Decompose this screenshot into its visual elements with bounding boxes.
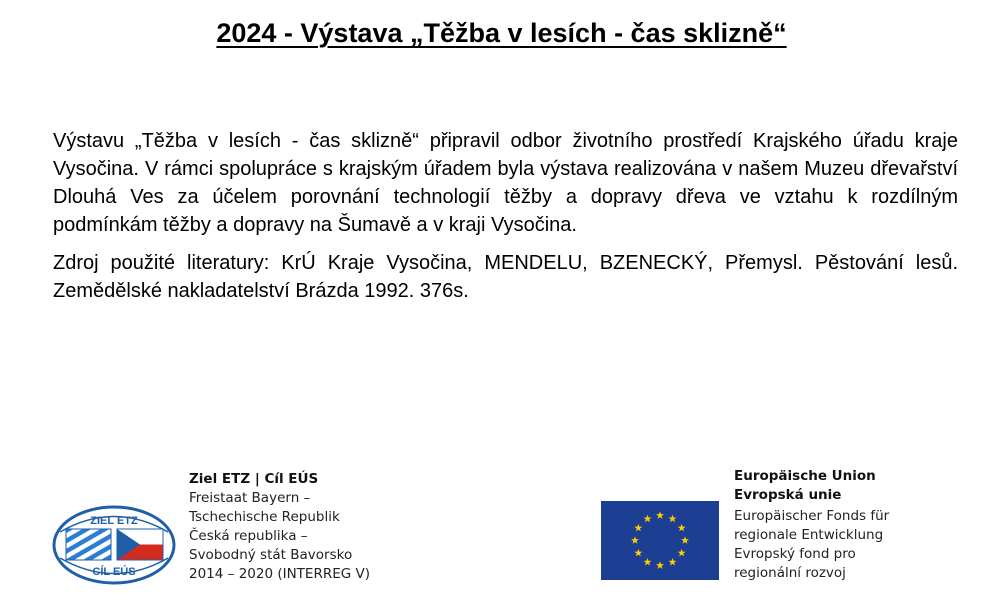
eu-title-cz: Evropská unie	[734, 487, 842, 503]
paragraph-sources: Zdroj použité literatury: KrÚ Kraje Vysočina, MENDELU, BZENECKÝ, Přemysl. Pěstování lesů. Zemědělské nakladatelství Brázda 1992. 376s.	[53, 252, 958, 302]
program-line: Česká republika –	[189, 528, 308, 544]
program-title: Ziel ETZ | Cíl EÚS	[189, 471, 319, 487]
program-line: Freistaat Bayern –	[189, 490, 311, 506]
eu-flag	[601, 501, 719, 580]
eu-fund-line: regionale Entwicklung	[734, 527, 884, 543]
program-line: Tschechische Republik	[189, 509, 340, 525]
ziel-etz-logo	[52, 505, 176, 585]
logo-top-text: ZIEL ETZ	[90, 515, 138, 527]
body-text	[53, 127, 958, 315]
paragraph-description: Výstavu „Těžba v lesích - čas sklizně“ připravil odbor životního prostředí Krajského úřadu kraje Vysočina. V rámci spolupráce s krajským úřadem byla výstava realizována v našem Muzeu dřevařství Dlouhá Ves za účelem porovnání technologií těžby a dopravy dřeva ve vztahu k rozdílným podmínkám těžby a dopravy na Šumavě a v kraji Vysočina.	[53, 130, 958, 236]
eu-fund-line: regionální rozvoj	[734, 565, 846, 581]
eu-fund-line: Europäischer Fonds für	[734, 508, 890, 524]
eu-info	[734, 467, 889, 583]
logo-bottom-text: CÍL EÚS	[92, 566, 136, 578]
program-line: 2014 – 2020 (INTERREG V)	[189, 566, 371, 582]
page-title: 2024 - Výstava „Těžba v lesích - čas sklizně“	[216, 18, 787, 48]
program-line: Svobodný stát Bavorsko	[189, 547, 353, 563]
eu-title-de: Europäische Union	[734, 468, 876, 484]
program-info	[189, 470, 370, 584]
eu-fund-line: Evropský fond pro	[734, 546, 856, 562]
